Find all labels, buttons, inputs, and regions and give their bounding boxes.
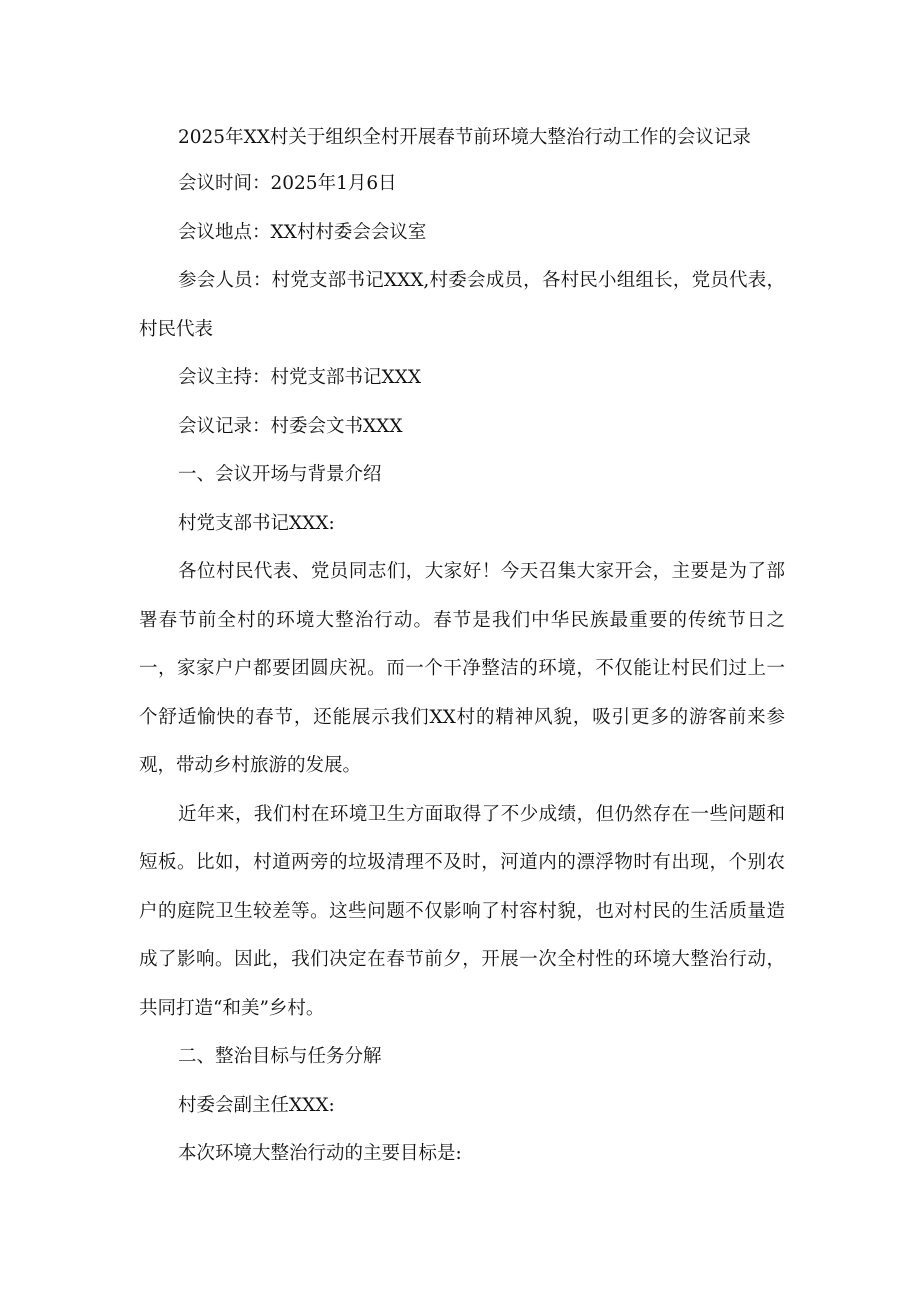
attendees: 参会人员：村党支部书记XXX,村委会成员，各村民小组组长，党员代表，村民代表 bbox=[139, 270, 785, 340]
meeting-host: 会议主持：村党支部书记XXX bbox=[178, 367, 422, 388]
meeting-recorder: 会议记录：村委会文书XXX bbox=[178, 415, 403, 437]
meeting-time: 会议时间：2025年1月6日 bbox=[178, 173, 397, 194]
section-1-paragraph-1: 各位村民代表、党员同志们，大家好！今天召集大家开会，主要是为了部署春节前全村的环境大整治行动。春节是我们中华民族最重要的传统节日之一，家家户户都要团圆庆祝。而一个干净整洁的环境，不仅能让村民们过上一个舒适愉快的春节，还能展示我们XX村的精神风貌，吸引更多的游客前来参观，带动乡村旅游的发展。 bbox=[139, 561, 785, 776]
section-2-heading: 二、整治目标与任务分解 bbox=[178, 1046, 382, 1067]
section-1-heading: 一、会议开场与背景介绍 bbox=[178, 464, 382, 485]
section-1-speaker: 村党支部书记XXX: bbox=[178, 512, 335, 534]
meeting-place: 会议地点：XX村村委会会议室 bbox=[178, 221, 427, 243]
document-page bbox=[139, 118, 785, 1179]
section-2-speaker: 村委会副主任XXX: bbox=[178, 1094, 335, 1116]
document-title: 2025年XX村关于组织全村开展春节前环境大整治行动工作的会议记录 bbox=[178, 127, 751, 148]
section-2-paragraph-1: 本次环境大整治行动的主要目标是: bbox=[178, 1143, 462, 1164]
section-1-paragraph-2: 近年来，我们村在环境卫生方面取得了不少成绩，但仍然存在一些问题和短板。比如，村道两旁的垃圾清理不及时，河道内的漂浮物时有出现，个别农户的庭院卫生较差等。这些问题不仅影响了村容村貌，也对村民的生活质量造成了影响。因此，我们决定在春节前夕，开展一次全村性的环境大整治行动，共同打造“和美”乡村。 bbox=[139, 803, 785, 1019]
